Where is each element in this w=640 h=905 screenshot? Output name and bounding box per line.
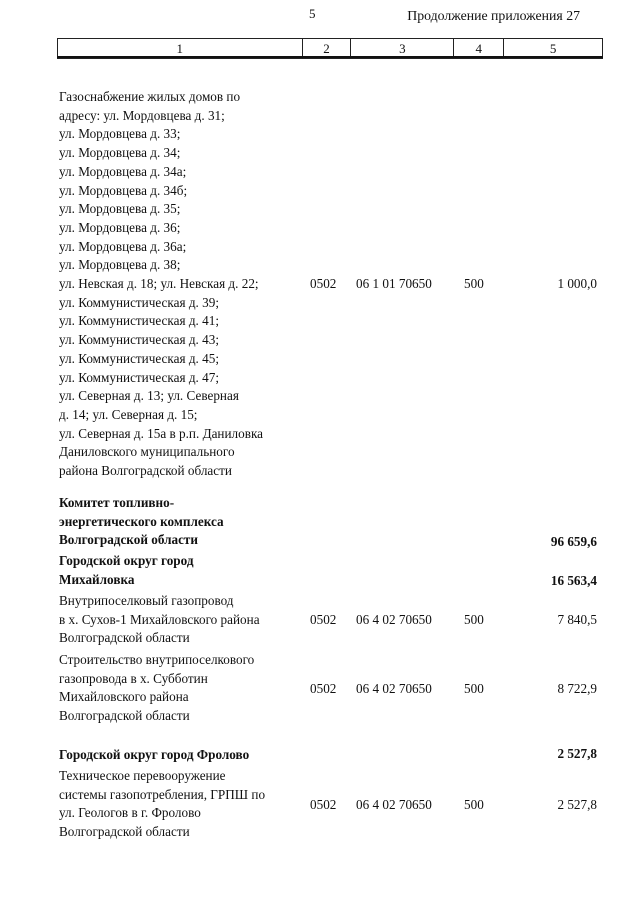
row-subbotin-amount: 8 722,9 bbox=[557, 681, 597, 696]
page-number: 5 bbox=[309, 6, 316, 21]
row-danilovka-amount: 1 000,0 bbox=[557, 276, 597, 291]
row-sukhov-amount: 7 840,5 bbox=[557, 612, 597, 627]
row-danilovka-description: Газоснабжение жилых домов по адресу: ул. Мордовцева д. 31; ул. Мордовцева д. 33; ул. Мордовцева д. 34; ул. Мордовцева д. 34а; ул. Мордовцева д. 34б; ул. Мордовцева д. 35; ул. Мордовцева д. 36; ул. Мордовцева д. 36а; ул. Мордовцева д. 38; ул. Невская д. 18; ул. Невская д. 22; ул. Коммунистическая д. 39; ул. Коммунистическая д. 41; ул. Коммунистическая д. 43; ул. Коммунистическая д. 45; ул. Коммунистическая д. 47; ул. Северная д. 13; ул. Северная д. 14; ул. Северная д. 15; ул. Северная д. 15а в р.п. Даниловка Даниловского муниципального района Волгоградской области bbox=[59, 89, 263, 479]
mikhaylovka-heading: Городской округ город Михайловка bbox=[59, 553, 194, 587]
row-subbotin-description: Строительство внутрипоселкового газопровода в х. Субботин Михайловского района Волгоградской области bbox=[59, 652, 255, 724]
row-sukhov-section: 0502 bbox=[310, 612, 337, 627]
row-sukhov-target: 06 4 02 70650 bbox=[356, 612, 432, 627]
continuation-label: Продолжение приложения 27 bbox=[407, 8, 580, 23]
committee-amount: 96 659,6 bbox=[550, 534, 597, 549]
row-sukhov-type: 500 bbox=[464, 612, 484, 627]
row-geologov-section: 0502 bbox=[310, 797, 337, 812]
column-header-5: 5 bbox=[504, 39, 603, 59]
row-danilovka-target: 06 1 01 70650 bbox=[356, 276, 432, 291]
row-subbotin-section: 0502 bbox=[310, 681, 337, 696]
column-header-3: 3 bbox=[351, 39, 454, 59]
row-danilovka-section: 0502 bbox=[310, 276, 337, 291]
row-geologov-amount: 2 527,8 bbox=[557, 797, 597, 812]
row-geologov-type: 500 bbox=[464, 797, 484, 812]
column-header-2: 2 bbox=[302, 39, 351, 59]
row-geologov-target: 06 4 02 70650 bbox=[356, 797, 432, 812]
row-danilovka-type: 500 bbox=[464, 276, 484, 291]
row-geologov-description: Техническое перевооружение системы газопотребления, ГРПШ по ул. Геологов в г. Фролово Волгоградской области bbox=[59, 768, 266, 840]
column-header-1: 1 bbox=[58, 39, 303, 59]
frolovo-amount: 2 527,8 bbox=[557, 746, 597, 761]
frolovo-heading: Городской округ город Фролово bbox=[59, 747, 250, 762]
row-sukhov-description: Внутрипоселковый газопровод в х. Сухов-1 Михайловского района Волгоградской области bbox=[59, 593, 260, 646]
row-subbotin-target: 06 4 02 70650 bbox=[356, 681, 432, 696]
column-header-4: 4 bbox=[454, 39, 504, 59]
header-bottom-rule bbox=[57, 56, 603, 58]
mikhaylovka-amount: 16 563,4 bbox=[550, 573, 597, 588]
row-subbotin-type: 500 bbox=[464, 681, 484, 696]
committee-heading: Комитет топливно- энергетического комплекса Волгоградской области bbox=[59, 495, 224, 548]
